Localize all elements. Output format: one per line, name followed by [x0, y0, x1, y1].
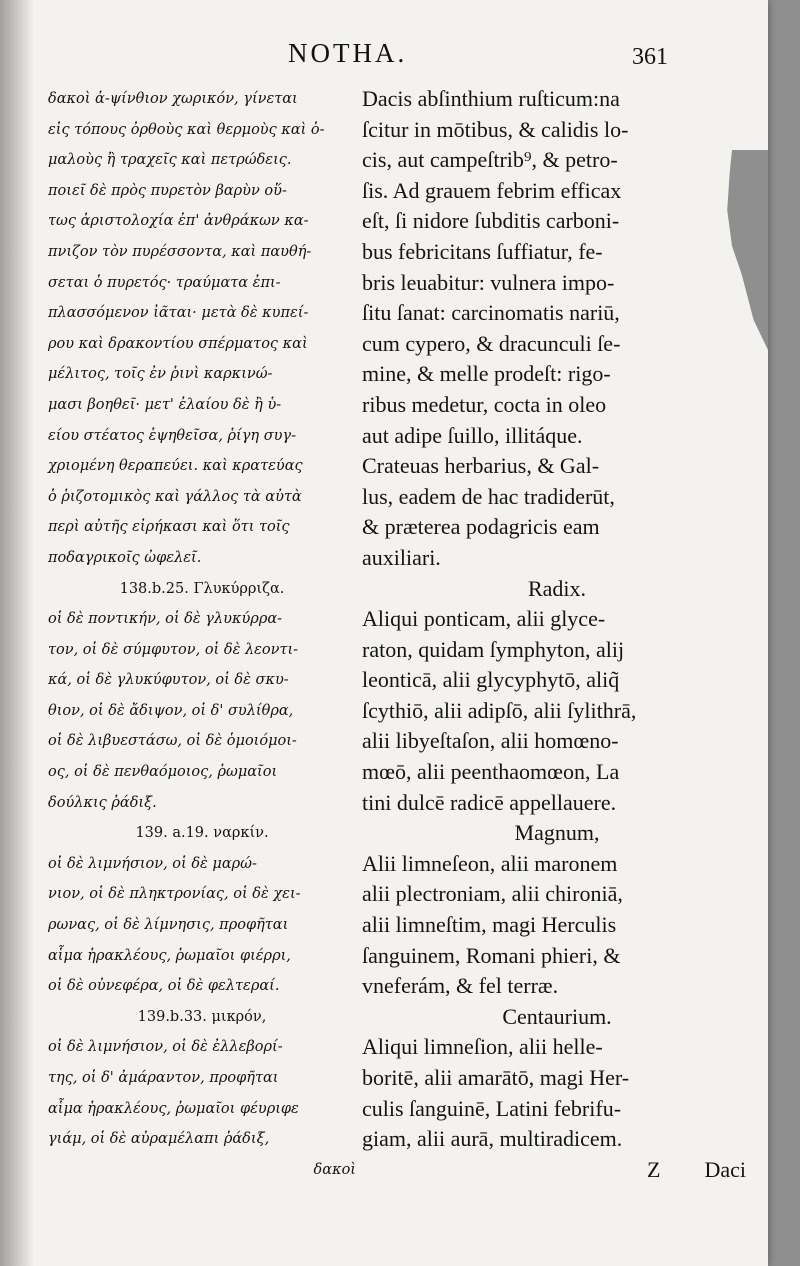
latin-line: aut adipe ſuillo, illitáque. [362, 422, 583, 448]
greek-line: θιον, οἱ δὲ ἄδιψον, οἱ δ' συλίθρα, [48, 702, 294, 719]
latin-line: giam, alii aurā, multiradicem. [362, 1126, 623, 1152]
latin-line: mœō, alii peenthaomœon, La [362, 759, 620, 785]
latin-line: bris leuabitur: vulnera impo- [362, 269, 615, 295]
greek-catchword: δακοὶ [313, 1161, 356, 1178]
greek-section-reference: 138.b.25. Γλυκύρριζα. [119, 580, 285, 597]
greek-line: είου στέατος ἑψηθεῖσα, ῥίγη συγ- [48, 427, 296, 444]
greek-line: εἰς τόπους ὀρθοὺς καὶ θερμοὺς καὶ ὁ- [48, 121, 325, 138]
greek-line: δακοὶ ἀ-ψίνθιον χωρικόν, γίνεται [48, 91, 298, 107]
greek-line: οἱ δὲ λιμνήσιον, οἱ δὲ μαρώ- [48, 855, 257, 872]
greek-line: αἷμα ἡρακλέους, ῥωμαῖοι φέυριφε [48, 1100, 299, 1117]
latin-line: Aliqui limneſion, alii helle- [362, 1034, 603, 1060]
latin-line: cum cypero, & dracunculi ſe- [362, 330, 621, 356]
latin-line: ſcythiō, alii adipſō, alii ſylithrā, [362, 697, 637, 723]
greek-line: γιάμ, οἱ δὲ αὐραμέλαπι ῥάδιξ, [48, 1131, 270, 1148]
latin-section-heading: Centaurium. [502, 1003, 612, 1029]
greek-line: ποδαγρικοῖς ὠφελεῖ. [48, 549, 202, 566]
latin-line: ſitu ſanat: carcinomatis nariū, [362, 300, 620, 326]
greek-line: οἱ δὲ λιμνήσιον, οἱ δὲ ἐλλεβορί- [48, 1039, 283, 1056]
latin-line: Crateuas herbarius, & Gal- [362, 453, 600, 479]
greek-line: πλασσόμενον ἰᾶται· μετὰ δὲ κυπεί- [48, 305, 309, 322]
latin-line: auxiliari. [362, 544, 441, 570]
greek-line: οἱ δὲ οὐνεφέρα, οἱ δὲ φελτεραί. [48, 978, 280, 995]
greek-line: μαλοὺς ἢ τραχεῖς καὶ πετρώδεις. [48, 152, 292, 169]
latin-section-heading: Magnum, [514, 820, 600, 846]
greek-line: περὶ αὐτῆς εἰρήκασι καὶ ὅτι τοῖς [48, 519, 290, 536]
latin-line: ſanguinem, Romani phieri, & [362, 942, 621, 968]
latin-line: culis ſanguinē, Latini febrifu- [362, 1095, 622, 1121]
latin-line: lus, eadem de hac tradiderūt, [362, 483, 615, 509]
latin-line: ribus medetur, cocta in oleo [362, 391, 607, 417]
greek-line: ποιεῖ δὲ πρὸς πυρετὸν βαρὺν οὕ- [48, 182, 287, 199]
greek-line: νιον, οἱ δὲ πληκτρονίας, οἱ δὲ χει- [48, 886, 301, 903]
latin-line: alii plectroniam, alii chironiā, [362, 881, 623, 907]
latin-line: vneferám, & fel terræ. [362, 973, 559, 999]
greek-line: ὁ ῥιζοτομικὸς καὶ γάλλος τὰ αὐτὰ [48, 488, 302, 505]
latin-line: tini dulcē radicē appellauere. [362, 789, 617, 815]
greek-line: μασι βοηθεῖ· μετ' ἐλαίου δὲ ἢ ὑ- [48, 396, 282, 413]
latin-line: & præterea podagricis eam [362, 514, 600, 540]
latin-line: Aliqui ponticam, alii glyce- [362, 606, 606, 632]
latin-line: mine, & melle prodeſt: rigo- [362, 361, 611, 387]
latin-line: Dacis abſinthium ruſticum:na [362, 86, 620, 111]
greek-line: δούλκις ῥάδιξ. [48, 794, 157, 811]
signature-and-catchword: Z Daci [647, 1156, 746, 1182]
page-number: 361 [632, 44, 668, 70]
greek-line: της, οἱ δ' ἀμάραντον, προφῆται [48, 1070, 279, 1086]
latin-line: boritē, alii amarātō, magi Her- [362, 1065, 630, 1090]
greek-section-reference: 139.b.33. μικρόν, [137, 1008, 267, 1025]
latin-line: ſis. Ad grauem febrim efficax [362, 177, 622, 203]
greek-line: ρου καὶ δρακοντίου σπέρματος καὶ [48, 335, 308, 352]
greek-line: αἷμα ἡρακλέους, ῥωμαῖοι φιέρρι, [48, 947, 291, 964]
greek-line: τως ἀριστολοχία ἐπ' ἀνθράκων κα- [48, 213, 309, 230]
greek-section-reference: 139. a.19. ναρκίν. [135, 825, 269, 842]
latin-line: leonticā, alii glycyphytō, aliq̃ [362, 667, 620, 693]
latin-line: bus febricitans ſuffiatur, fe- [362, 238, 603, 264]
latin-section-heading: Radix. [527, 575, 587, 601]
latin-line: Alii limneſeon, alii maronem [362, 850, 618, 876]
greek-line: ος, οἱ δὲ πενθαόμοιος, ῥωμαῖοι [48, 764, 278, 781]
latin-line: raton, quidam ſymphyton, alij [362, 636, 625, 662]
greek-line: οἱ δὲ ποντικήν, οἱ δὲ γλυκύρρα- [48, 611, 283, 628]
greek-line: τον, οἱ δὲ σύμφυτον, οἱ δὲ λεοντι- [48, 641, 299, 658]
latin-column [362, 84, 752, 1185]
latin-line: ſcitur in mōtibus, & calidis lo- [362, 116, 629, 142]
running-head: NOTHA. [288, 38, 408, 68]
greek-line: σεται ὁ πυρετός· τραύματα ἐπι- [48, 274, 281, 291]
greek-line: οἱ δὲ λιβυεστάσω, οἱ δὲ ὁμοιόμοι- [48, 733, 297, 750]
latin-line: cis, aut campeſtrib⁹, & petro- [362, 147, 618, 173]
greek-line: πνιζον τὸν πυρέσσοντα, καὶ παυθή- [48, 243, 312, 260]
latin-line: eſt, ſi nidore ſubditis carboni- [362, 208, 620, 234]
greek-line: κά, οἱ δὲ γλυκύφυτον, οἱ δὲ σκυ- [48, 672, 289, 689]
greek-column [48, 84, 356, 1185]
greek-line: μέλιτος, τοῖς ἐν ῥινὶ καρκινώ- [48, 366, 273, 383]
latin-line: alii limneſtim, magi Herculis [362, 912, 617, 938]
greek-line: χριομένη θεραπεύει. καὶ κρατεύας [48, 458, 303, 475]
latin-line: alii libyeſtaſon, alii homœno- [362, 728, 619, 754]
greek-line: ρωνας, οἱ δὲ λίμνησις, προφῆται [48, 917, 289, 934]
